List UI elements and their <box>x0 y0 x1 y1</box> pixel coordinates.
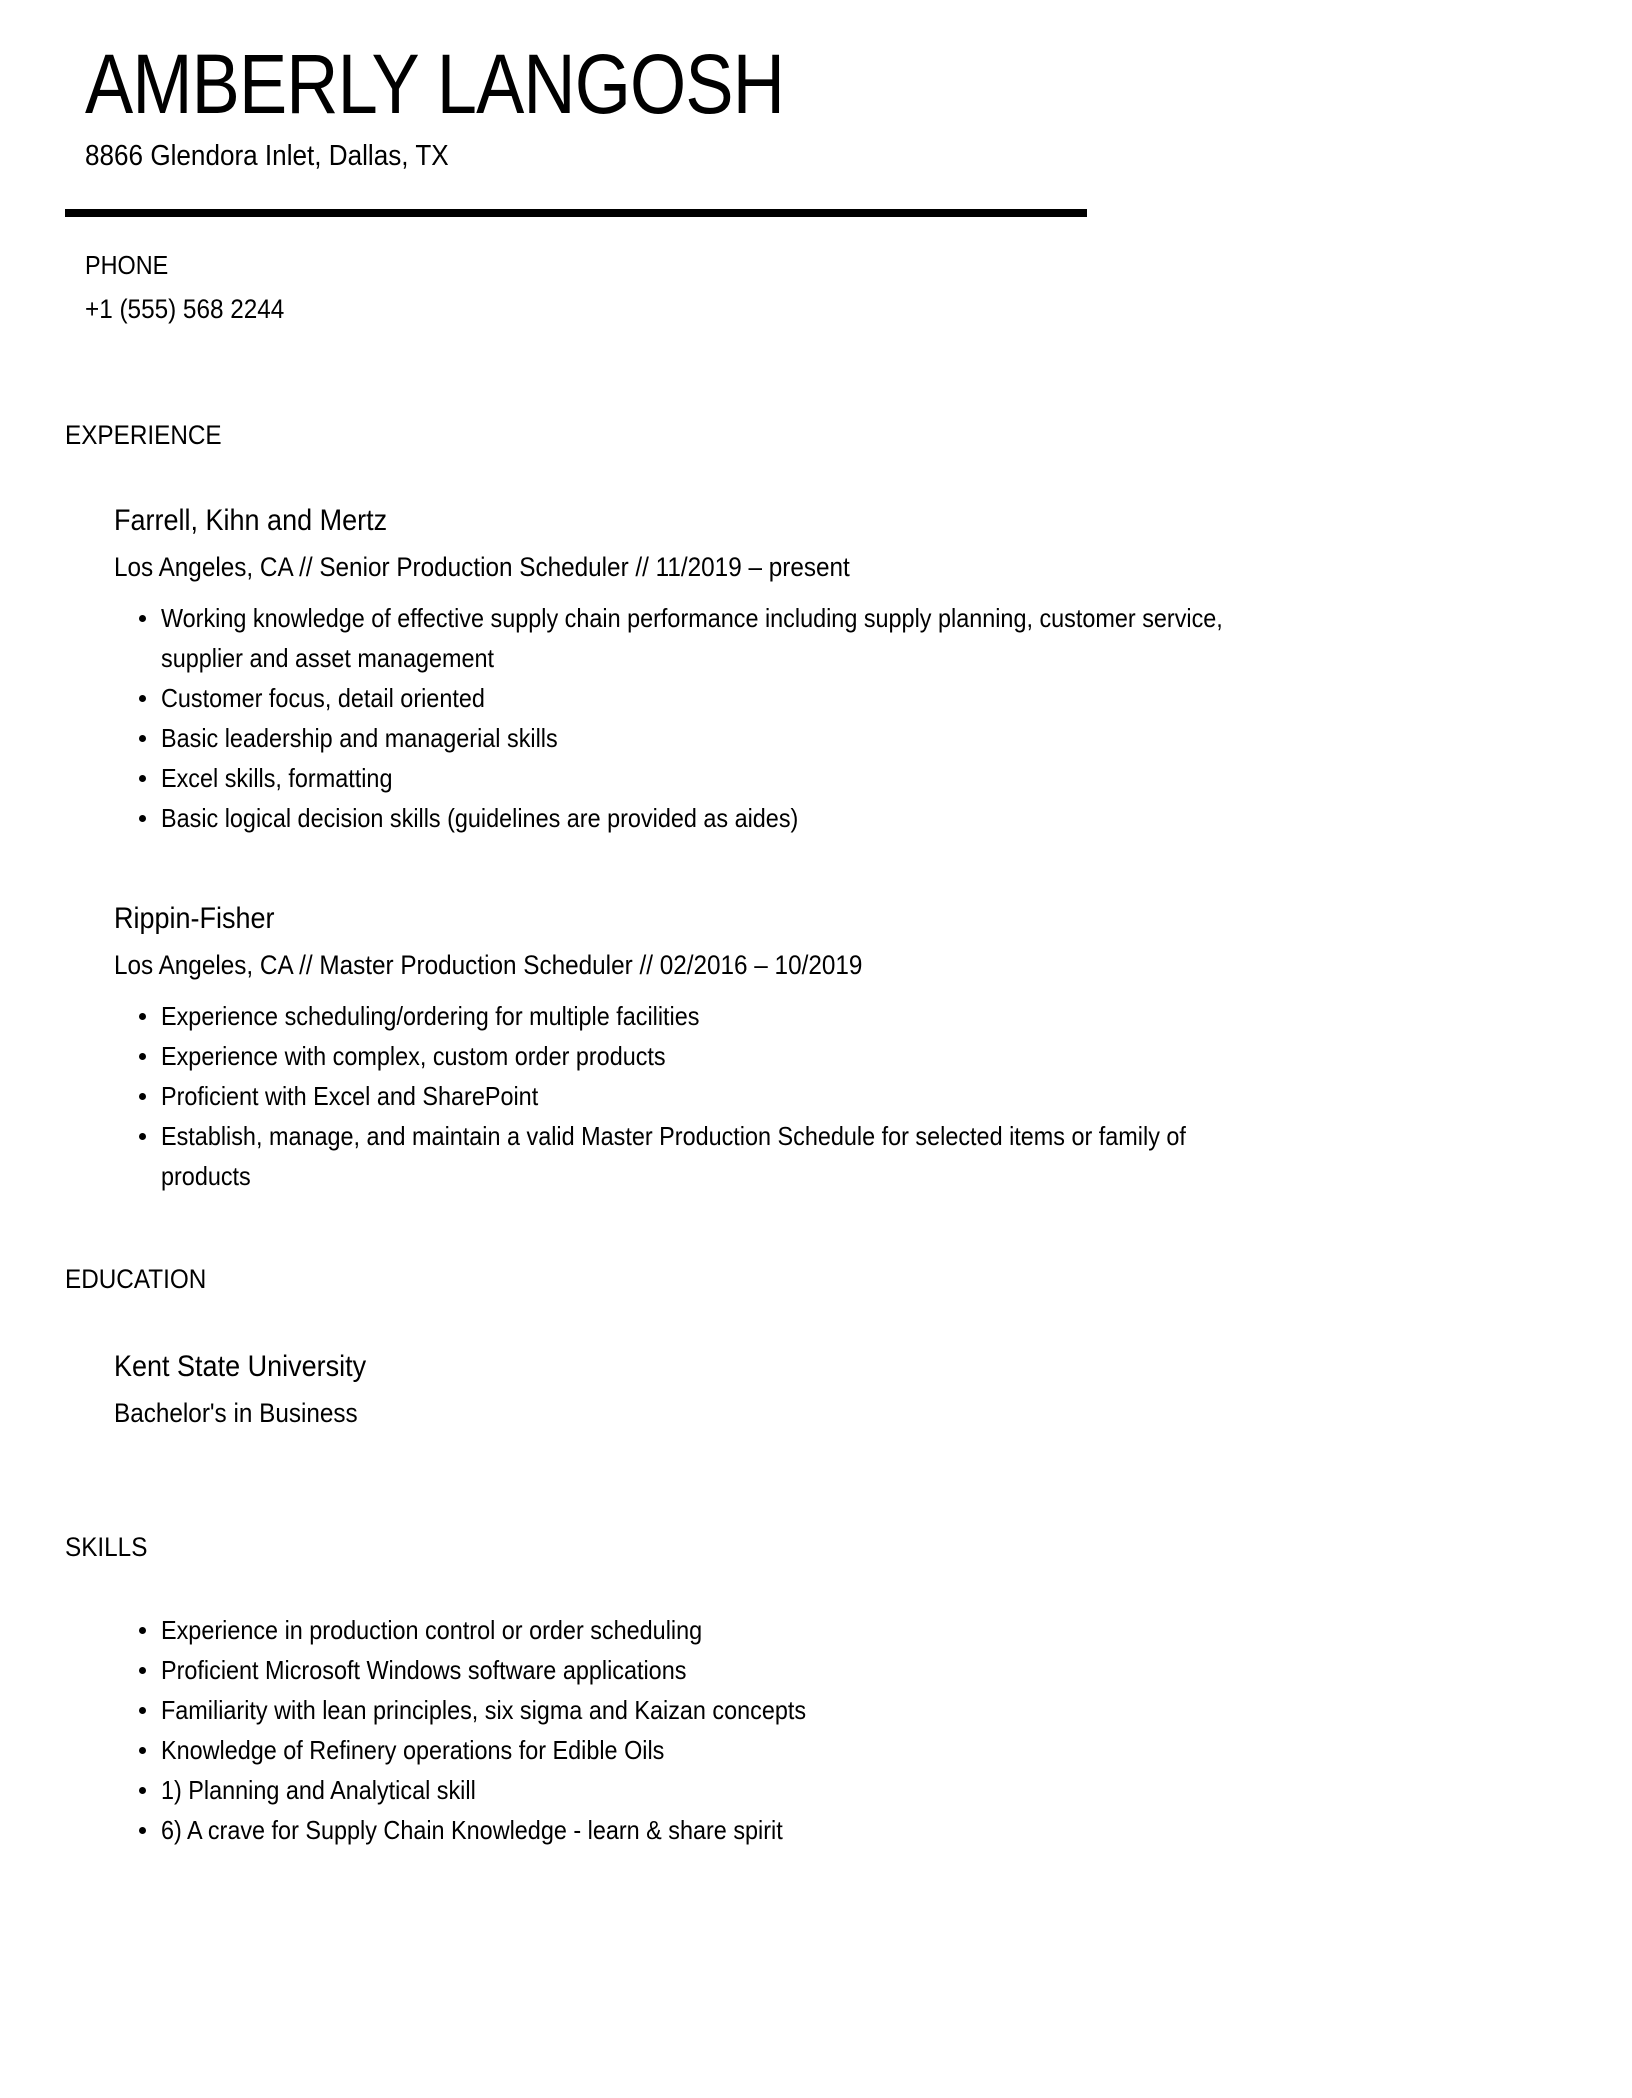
bullet-text: Basic logical decision skills (guidelines are provided as aides) <box>161 803 799 833</box>
skill-text: Experience in production control or order scheduling <box>161 1615 703 1645</box>
list-item <box>161 758 1601 798</box>
skill-text: Knowledge of Refinery operations for Edible Oils <box>161 1735 665 1765</box>
section-title-experience: EXPERIENCE <box>65 420 222 450</box>
list-item <box>161 598 1601 678</box>
job-details: Los Angeles, CA // Master Production Scheduler // 02/2016 – 10/2019 <box>114 950 863 980</box>
job-company: Rippin-Fisher <box>114 902 275 935</box>
job-company: Farrell, Kihn and Mertz <box>114 504 388 537</box>
list-item <box>161 1770 1601 1810</box>
bullet-text: Working knowledge of effective supply chain performance including supply planning, customer service, supplier and asset management <box>161 603 1223 673</box>
list-item <box>161 1116 1601 1196</box>
degree: Bachelor's in Business <box>114 1398 358 1428</box>
list-item <box>161 1650 1601 1690</box>
phone-value: +1 (555) 568 2244 <box>85 294 285 324</box>
list-item <box>161 678 1601 718</box>
header-divider <box>65 209 1087 217</box>
bullet-text: Basic leadership and managerial skills <box>161 723 558 753</box>
skills-list <box>161 1610 1601 1850</box>
job-bullet-list <box>161 996 1601 1196</box>
school-name: Kent State University <box>114 1350 367 1383</box>
skill-text: Proficient Microsoft Windows software applications <box>161 1655 687 1685</box>
bullet-text: Establish, manage, and maintain a valid Master Production Schedule for selected items or family of products <box>161 1121 1186 1191</box>
skill-text: 1) Planning and Analytical skill <box>161 1775 476 1805</box>
list-item <box>161 1610 1601 1650</box>
section-title-education: EDUCATION <box>65 1264 207 1294</box>
section-title-skills: SKILLS <box>65 1532 148 1562</box>
job-details: Los Angeles, CA // Senior Production Scheduler // 11/2019 – present <box>114 552 850 582</box>
bullet-text: Customer focus, detail oriented <box>161 683 485 713</box>
list-item <box>161 798 1601 838</box>
bullet-text: Experience with complex, custom order products <box>161 1041 666 1071</box>
candidate-name: AMBERLY LANGOSH <box>85 37 785 131</box>
bullet-text: Excel skills, formatting <box>161 763 393 793</box>
bullet-text: Experience scheduling/ordering for multiple facilities <box>161 1001 700 1031</box>
bullet-text: Proficient with Excel and SharePoint <box>161 1081 539 1111</box>
job-bullet-list <box>161 598 1601 838</box>
list-item <box>161 1076 1601 1116</box>
list-item <box>161 718 1601 758</box>
skill-text: Familiarity with lean principles, six sigma and Kaizan concepts <box>161 1695 807 1725</box>
list-item <box>161 1690 1601 1730</box>
list-item <box>161 1810 1601 1850</box>
phone-label: PHONE <box>85 250 169 280</box>
skill-text: 6) A crave for Supply Chain Knowledge - learn & share spirit <box>161 1815 783 1845</box>
list-item <box>161 1036 1601 1076</box>
candidate-address: 8866 Glendora Inlet, Dallas, TX <box>85 140 449 172</box>
list-item <box>161 1730 1601 1770</box>
list-item <box>161 996 1601 1036</box>
